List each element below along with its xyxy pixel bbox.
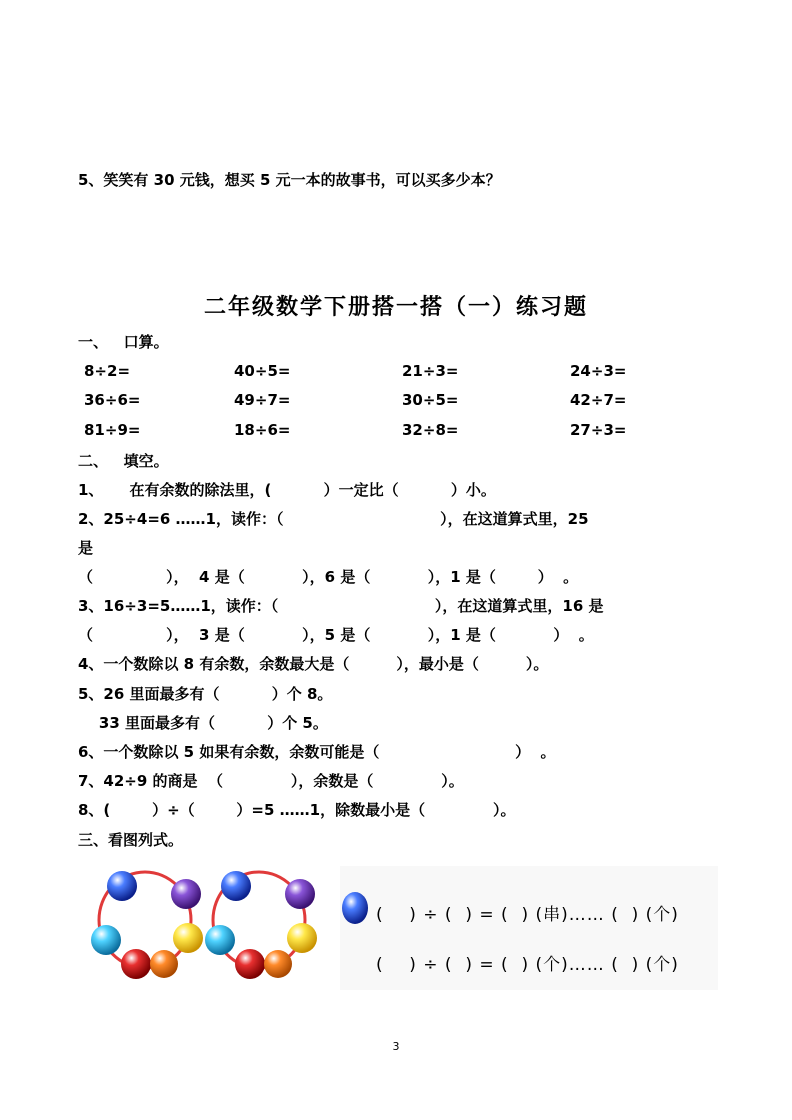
oral-item: 36÷6= bbox=[84, 391, 141, 409]
top-problem: 5、笑笑有 30 元钱，想买 5 元一本的故事书，可以买多少本？ bbox=[78, 171, 501, 189]
oral-item: 21÷3= bbox=[402, 362, 459, 380]
fill-line: 5、26 里面最多有（ ）个 8。 bbox=[78, 685, 333, 703]
bead-string-1 bbox=[91, 871, 203, 979]
oral-item: 8÷2= bbox=[84, 362, 131, 380]
single-blue-bead-icon bbox=[340, 890, 370, 926]
oral-item: 18÷6= bbox=[234, 421, 291, 439]
fill-line: 8、( ）÷（ ）=5 ……1，除数最小是（ ）。 bbox=[78, 801, 516, 819]
oral-item: 81÷9= bbox=[84, 421, 141, 439]
fill-line: （ ）， 4 是（ ），6 是（ ），1 是（ ） 。 bbox=[78, 568, 579, 586]
fill-line: （ ）， 3 是（ ），5 是（ ），1 是（ ） 。 bbox=[78, 626, 594, 644]
section3-heading: 三、看图列式。 bbox=[78, 831, 184, 849]
fill-line: 6、一个数除以 5 如果有余数，余数可能是（ ） 。 bbox=[78, 743, 556, 761]
oral-item: 24÷3= bbox=[570, 362, 627, 380]
page-title: 二年级数学下册搭一搭（一）练习题 bbox=[203, 295, 588, 320]
oral-item: 30÷5= bbox=[402, 391, 459, 409]
fill-line: 是 bbox=[78, 539, 94, 557]
bead-string-2 bbox=[205, 871, 317, 979]
section2-heading: 二、 填空。 bbox=[78, 452, 169, 470]
oral-item: 42÷7= bbox=[570, 391, 627, 409]
fill-line: 7、42÷9 的商是 （ ），余数是（ ）。 bbox=[78, 772, 464, 790]
oral-item: 32÷8= bbox=[402, 421, 459, 439]
fill-line: 3、16÷3=5……1，读作：（ ），在这道算式里，16 是 bbox=[78, 597, 604, 615]
section1-heading: 一、 口算。 bbox=[78, 333, 169, 351]
bead-strings-illustration bbox=[90, 858, 330, 988]
equation-line-2: ( ) ÷ ( ) = ( ) (个)…… ( ) (个) bbox=[376, 955, 679, 975]
equation-line-1: ( ) ÷ ( ) = ( ) (串)…… ( ) (个) bbox=[376, 905, 679, 925]
oral-item: 27÷3= bbox=[570, 421, 627, 439]
fill-line: 4、一个数除以 8 有余数，余数最大是（ ），最小是（ ）。 bbox=[78, 655, 549, 673]
page-number: 3 bbox=[392, 1040, 400, 1053]
oral-item: 40÷5= bbox=[234, 362, 291, 380]
fill-line: 2、25÷4=6 ……1，读作：（ ），在这道算式里，25 bbox=[78, 510, 589, 528]
oral-item: 49÷7= bbox=[234, 391, 291, 409]
fill-line: 33 里面最多有（ ）个 5。 bbox=[78, 714, 328, 732]
fill-line: 1、 在有余数的除法里，( ）一定比（ ）小。 bbox=[78, 481, 496, 499]
